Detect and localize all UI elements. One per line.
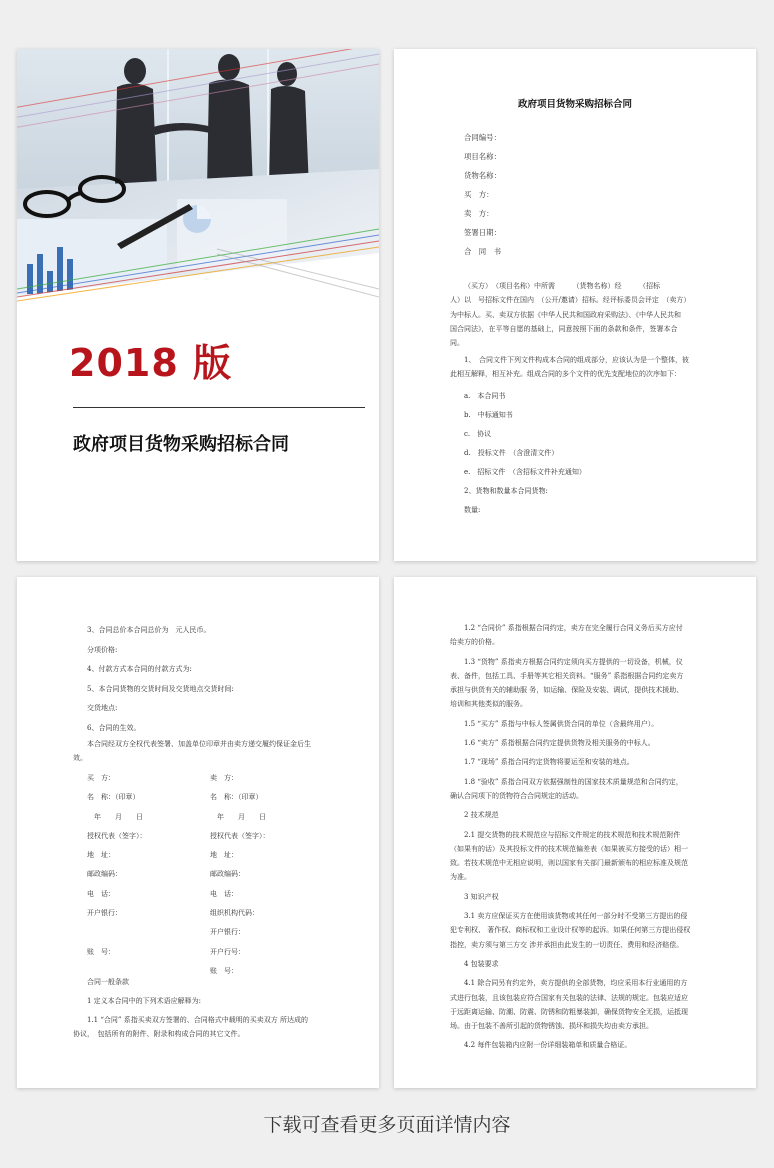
paragraph <box>450 828 690 885</box>
sign-field: 卖 方： <box>210 774 238 782</box>
text-line: 为中标人。买、卖双方依据《中华人民共和国政府采购法》、《中华人民共和 <box>450 310 681 319</box>
text-line: 3、合同总价本合同总价为 元人民币。 <box>87 626 211 634</box>
paragraph <box>450 890 690 904</box>
intro-paragraph <box>450 279 690 350</box>
paragraph <box>450 775 690 804</box>
text-line: 1.3 “货物” 系指卖方根据合同约定须向买方提供的一切设备，机械，仪 <box>464 657 683 666</box>
text-line: 犯专利权、 著作权、商标权和工业设计权等的起诉。如果任何第三方提出侵权 <box>450 926 691 935</box>
sign-field: 电 话： <box>210 889 238 898</box>
text-line: 式进行包装，且该包装应符合国家有关包装的法律、法规的规定。包装应适应 <box>450 993 688 1002</box>
quantity-label: 数量: <box>464 506 481 514</box>
text-line: 给卖方的价格。 <box>450 638 499 647</box>
sign-field: 账 号： <box>87 947 115 956</box>
text-line: 人）以 号招标文件在国内 （公开/邀请）招标。经评标委员会评定 （卖方） <box>450 296 691 305</box>
sign-field: 年 月 日 <box>87 812 143 821</box>
document-list <box>464 387 586 520</box>
text-line: 交货地点: <box>87 704 118 712</box>
sign-field: 名 称：（印章） <box>210 793 263 802</box>
paragraph <box>450 957 690 971</box>
text-line: 致。若技术规范中无相应说明，则以国家有关部门最新颁布的相应标准及规范 <box>450 859 688 868</box>
paragraph <box>450 621 690 650</box>
sign-field: 开户银行： <box>87 909 122 918</box>
text-line: 4.1 除合同另有约定外，卖方提供的全部货物，均应采用本行业通用的方 <box>464 979 688 988</box>
sign-field: 年 月 日 <box>210 812 266 821</box>
document-title: 政府项目货物采购招标合同 <box>517 99 632 110</box>
paragraph <box>450 755 690 769</box>
sign-field: 电 话： <box>87 889 115 898</box>
header-field: 签署日期： <box>464 228 501 237</box>
paragraph <box>450 1038 690 1052</box>
sign-field: 名 称：（印章） <box>87 793 140 802</box>
text-line: 同。 <box>450 339 464 348</box>
text-line: （买方） （项目名称）中所需 （货物名称）经 （招标 <box>464 282 660 290</box>
text-line: 于远距离运输、防潮、防震、防锈和防粗暴装卸，确保货物安全无损，运抵现 <box>450 1007 688 1016</box>
text-line: 分项价格: <box>87 645 118 654</box>
text-line: 1.5 “买方” 系指与中标人签属供货合同的单位（含最终用户）。 <box>464 719 659 728</box>
clause-2: 2、货物和数量本合同货物: <box>464 487 548 495</box>
definitions-body <box>450 621 690 1058</box>
terms-list <box>87 621 234 738</box>
cover-divider <box>73 407 365 408</box>
header-field: 合 同 书 <box>464 247 501 256</box>
text-line: 表、备件，包括工具、手册等其它相关资料。“服务” 系指根据合同约定卖方 <box>450 671 684 680</box>
text-line: 4、付款方式本合同的付款方式为: <box>87 665 192 673</box>
cover-year: 2018 版 <box>69 341 232 385</box>
sign-field: 开户行号： <box>210 947 245 956</box>
text-line: 确认合同项下的货物符合合同规定的活动。 <box>450 791 583 800</box>
sign-field: 授权代表（签字）： <box>210 831 270 840</box>
effect-paragraph <box>73 737 311 765</box>
list-item: c. 协议 <box>464 430 492 438</box>
header-field: 项目名称： <box>464 152 501 161</box>
cover-photo-image <box>17 49 379 304</box>
contract-page-3 <box>394 577 756 1088</box>
text-line: 协议， 包括所有的附件、附录和构成合同的其它文件。 <box>73 1030 245 1038</box>
definition-heading: 1 定义本合同中的下列术语应解释为: <box>87 997 202 1005</box>
text-line: 1.8 “验收” 系指合同双方依据强制性的国家技术质量规范和合同约定， <box>464 777 683 786</box>
sign-field: 地 址： <box>210 851 238 860</box>
sign-field: 邮政编码： <box>87 870 122 879</box>
text-line: 5、本合同货物的交货时间及交货地点交货时间: <box>87 684 234 693</box>
header-field: 货物名称： <box>464 171 501 180</box>
text-line: 此相互解释，相互补充。组成合同的多个文件的优先支配地位的次序如下： <box>450 370 681 379</box>
paragraph <box>450 736 690 750</box>
sign-field: 账 号： <box>210 966 238 975</box>
sign-field: 组织机构代码： <box>210 909 259 918</box>
paragraph <box>450 808 690 822</box>
list-item: e. 招标文件 （含招标文件补充通知） <box>464 468 586 476</box>
text-line: 1、 合同文件下列文件构成本合同的组成部分，应该认为是一个整体，彼 <box>464 356 689 364</box>
list-item: a. 本合同书 <box>464 392 506 400</box>
text-line: （如果有的话）及其投标文件的技术规范偏差表（如果被买方接受的话）相一 <box>450 844 688 853</box>
general-terms <box>87 973 201 1011</box>
download-hint: 下载可查看更多页面详情内容 <box>263 1114 511 1136</box>
contract-page-2 <box>17 577 379 1088</box>
sign-field: 授权代表（签字）： <box>87 831 147 840</box>
paragraph <box>450 655 690 712</box>
signature-seller <box>210 769 270 981</box>
clause-1 <box>450 353 689 382</box>
paragraph <box>450 909 690 952</box>
paragraph <box>450 976 690 1033</box>
text-line: 1.2 “合同价” 系指根据合同约定，卖方在完全履行合同义务后买方应付 <box>464 624 683 632</box>
header-field: 买 方： <box>464 190 494 199</box>
section-heading: 合同一般条款 <box>87 978 129 986</box>
text-line: 培训和其他类似的服务。 <box>450 700 527 709</box>
text-line: 2.1 提交货物的技术规范应与招标文件规定的技术规范和技术规范附件 <box>464 830 681 839</box>
header-fields <box>464 128 501 261</box>
definition-1-1 <box>73 1013 308 1041</box>
sign-field: 买 方： <box>87 774 115 782</box>
text-line: 为准。 <box>450 873 471 882</box>
text-line: 2 技术规范 <box>464 811 499 820</box>
header-field: 卖 方： <box>464 209 494 218</box>
text-line: 1.6 “卖方” 系指根据合同约定提供货物及相关服务的中标人。 <box>464 739 655 748</box>
text-line: 1.1 “合同” 系指买卖双方签署的、合同格式中载明的买卖双方 所达成的 <box>87 1016 308 1024</box>
sign-field <box>87 923 147 942</box>
text-line: 指控，卖方须与第三方交 涉并承担由此发生的一切责任、费用和经济赔偿。 <box>450 940 684 949</box>
text-line: 本合同经双方全权代表签署、加盖单位印章并由卖方递交履约保证金后生 <box>87 740 311 748</box>
sign-field: 开户银行： <box>210 928 245 937</box>
signature-buyer <box>87 769 147 962</box>
text-line: 3.1 卖方应保证买方在使用该货物或其任何一部分时不受第三方提出的侵 <box>464 912 688 921</box>
paragraph <box>450 717 690 731</box>
list-item: b. 中标通知书 <box>464 411 513 419</box>
text-line: 6、合同的生效。 <box>87 723 141 732</box>
sign-field: 地 址： <box>87 851 115 860</box>
text-line: 4 包装要求 <box>464 959 499 968</box>
text-line: 4.2 每件包装箱内应附一份详细装箱单和质量合格证。 <box>464 1041 632 1050</box>
sign-field: 邮政编码： <box>210 870 245 879</box>
cover-page <box>17 49 379 561</box>
text-line: 场。由于包装不善所引起的货物锈蚀、损坏和损失均由卖方承担。 <box>450 1022 653 1031</box>
text-line: 3 知识产权 <box>464 892 499 901</box>
text-line: 1.7 “现场” 系指合同约定货物将要运至和安装的地点。 <box>464 758 634 767</box>
cover-title: 政府项目货物采购招标合同 <box>73 434 289 455</box>
contract-page-1 <box>394 49 756 561</box>
text-line: 效。 <box>73 754 87 762</box>
text-line: 国合同法》，在平等自愿的基础上，同意按照下面的条款和条件，签署本合 <box>450 324 678 333</box>
list-item: d. 投标文件 （含澄清文件） <box>464 449 559 457</box>
header-field: 合同编号： <box>464 133 501 142</box>
text-line: 承担与供货有关的辅助服 务，如运输、保险及安装、调试，提供技术援助、 <box>450 686 684 695</box>
